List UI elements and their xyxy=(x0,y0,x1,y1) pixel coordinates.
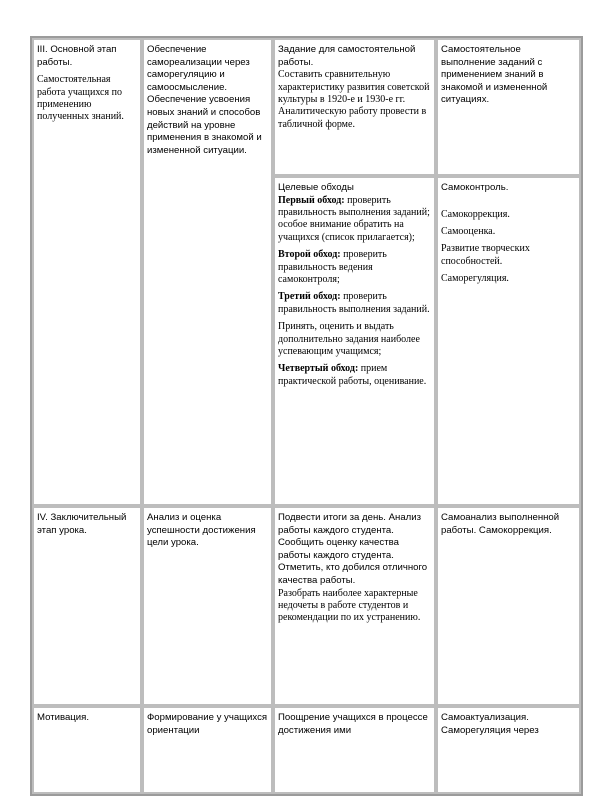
stage3-result-cell xyxy=(436,38,581,176)
round-2-text: проверить правильность ведения самоконтроля; xyxy=(278,249,387,286)
stage4-goal-cell xyxy=(142,506,273,706)
stage4-goal: Анализ и оценка успешности достижения цели урока. xyxy=(147,512,256,549)
self-item-4: Развитие творческих способностей. xyxy=(441,243,530,267)
round-1 xyxy=(278,195,431,245)
stage3-task-cell xyxy=(273,38,436,176)
round-3-extra: Принять, оценить и выдать дополнительно задания наиболее успевающим учащимся; xyxy=(278,321,420,358)
stage3-task-text: Составить сравнительную характеристику развития советской культуры в 1920-е и 1930-е гг. Аналитическую работу провести в табличной форме. xyxy=(278,69,430,130)
round-3-text: проверить правильность выполнения заданий. xyxy=(278,291,430,315)
round-4-text: прием практической работы, оценивание. xyxy=(278,363,427,387)
rounds-title: Целевые обходы xyxy=(278,182,354,193)
stage3-result-text: Самостоятельное выполнение заданий с применением знаний в знакомой и измененной ситуациях. xyxy=(441,44,548,106)
stage4-result: Самоанализ выполненной работы. Самокоррекция. xyxy=(441,512,560,536)
stage3-goal-cell xyxy=(142,38,273,506)
self-item-5: Саморегуляция. xyxy=(441,273,509,285)
stage4-activity-main: Подвести итоги за день. Анализ работы каждого студента. Сообщить оценку качества работы каждого студента. Отметить, кто добился отличного качества работы. xyxy=(278,512,428,586)
motivation-activity: Поощрение учащихся в процессе достижения ими xyxy=(278,712,428,736)
table-row-stage4 xyxy=(32,506,581,706)
stage4-title: IV. Заключительный этап урока. xyxy=(37,512,127,536)
stage3-stage-cell xyxy=(32,38,142,506)
motivation-result-cell xyxy=(436,706,581,794)
stage3-goal-1: Обеспечение самореализации через саморегуляцию и самоосмысление. xyxy=(147,44,250,93)
round-3 xyxy=(278,291,431,316)
stage3-self-cell xyxy=(436,176,581,506)
self-item-1: Самоконтроль. xyxy=(441,182,509,193)
table-row-motivation xyxy=(32,706,581,794)
round-4-label: Четвертый обход: xyxy=(278,363,359,375)
self-item-2: Самокоррекция. xyxy=(441,208,510,220)
motivation-stage: Мотивация. xyxy=(37,712,90,723)
motivation-goal: Формирование у учащихся ориентации xyxy=(147,712,268,736)
lesson-plan-table xyxy=(30,36,583,796)
stage4-activity-cell xyxy=(273,506,436,706)
table-row-stage3 xyxy=(32,38,581,176)
stage3-title: III. Основной этап работы. xyxy=(37,44,117,68)
stage3-rounds-cell xyxy=(273,176,436,506)
stage3-subtitle: Самостоятельная работа учащихся по применению полученных знаний. xyxy=(37,74,124,123)
round-4 xyxy=(278,363,431,388)
round-2-label: Второй обход: xyxy=(278,249,341,261)
stage3-goal-2: Обеспечение усвоения новых знаний и способов действий на уровне применения в знакомой и измененной ситуации. xyxy=(147,94,262,156)
stage4-stage-cell xyxy=(32,506,142,706)
round-2 xyxy=(278,249,431,286)
motivation-goal-cell xyxy=(142,706,273,794)
motivation-result: Самоактуализация. Саморегуляция через xyxy=(441,712,539,736)
stage4-activity-extra: Разобрать наиболее характерные недочеты в работе студентов и рекомендации по их устранению. xyxy=(278,587,421,624)
stage4-result-cell xyxy=(436,506,581,706)
round-1-label: Первый обход: xyxy=(278,194,345,206)
self-item-3: Самооценка. xyxy=(441,226,496,237)
motivation-stage-cell xyxy=(32,706,142,794)
round-1-text: проверить правильность выполнения заданий; особое внимание обратить на учащихся (список прилагается); xyxy=(278,194,430,243)
round-3-label: Третий обход: xyxy=(278,291,341,303)
motivation-activity-cell xyxy=(273,706,436,794)
stage3-task-title: Задание для самостоятельной работы. xyxy=(278,44,416,68)
